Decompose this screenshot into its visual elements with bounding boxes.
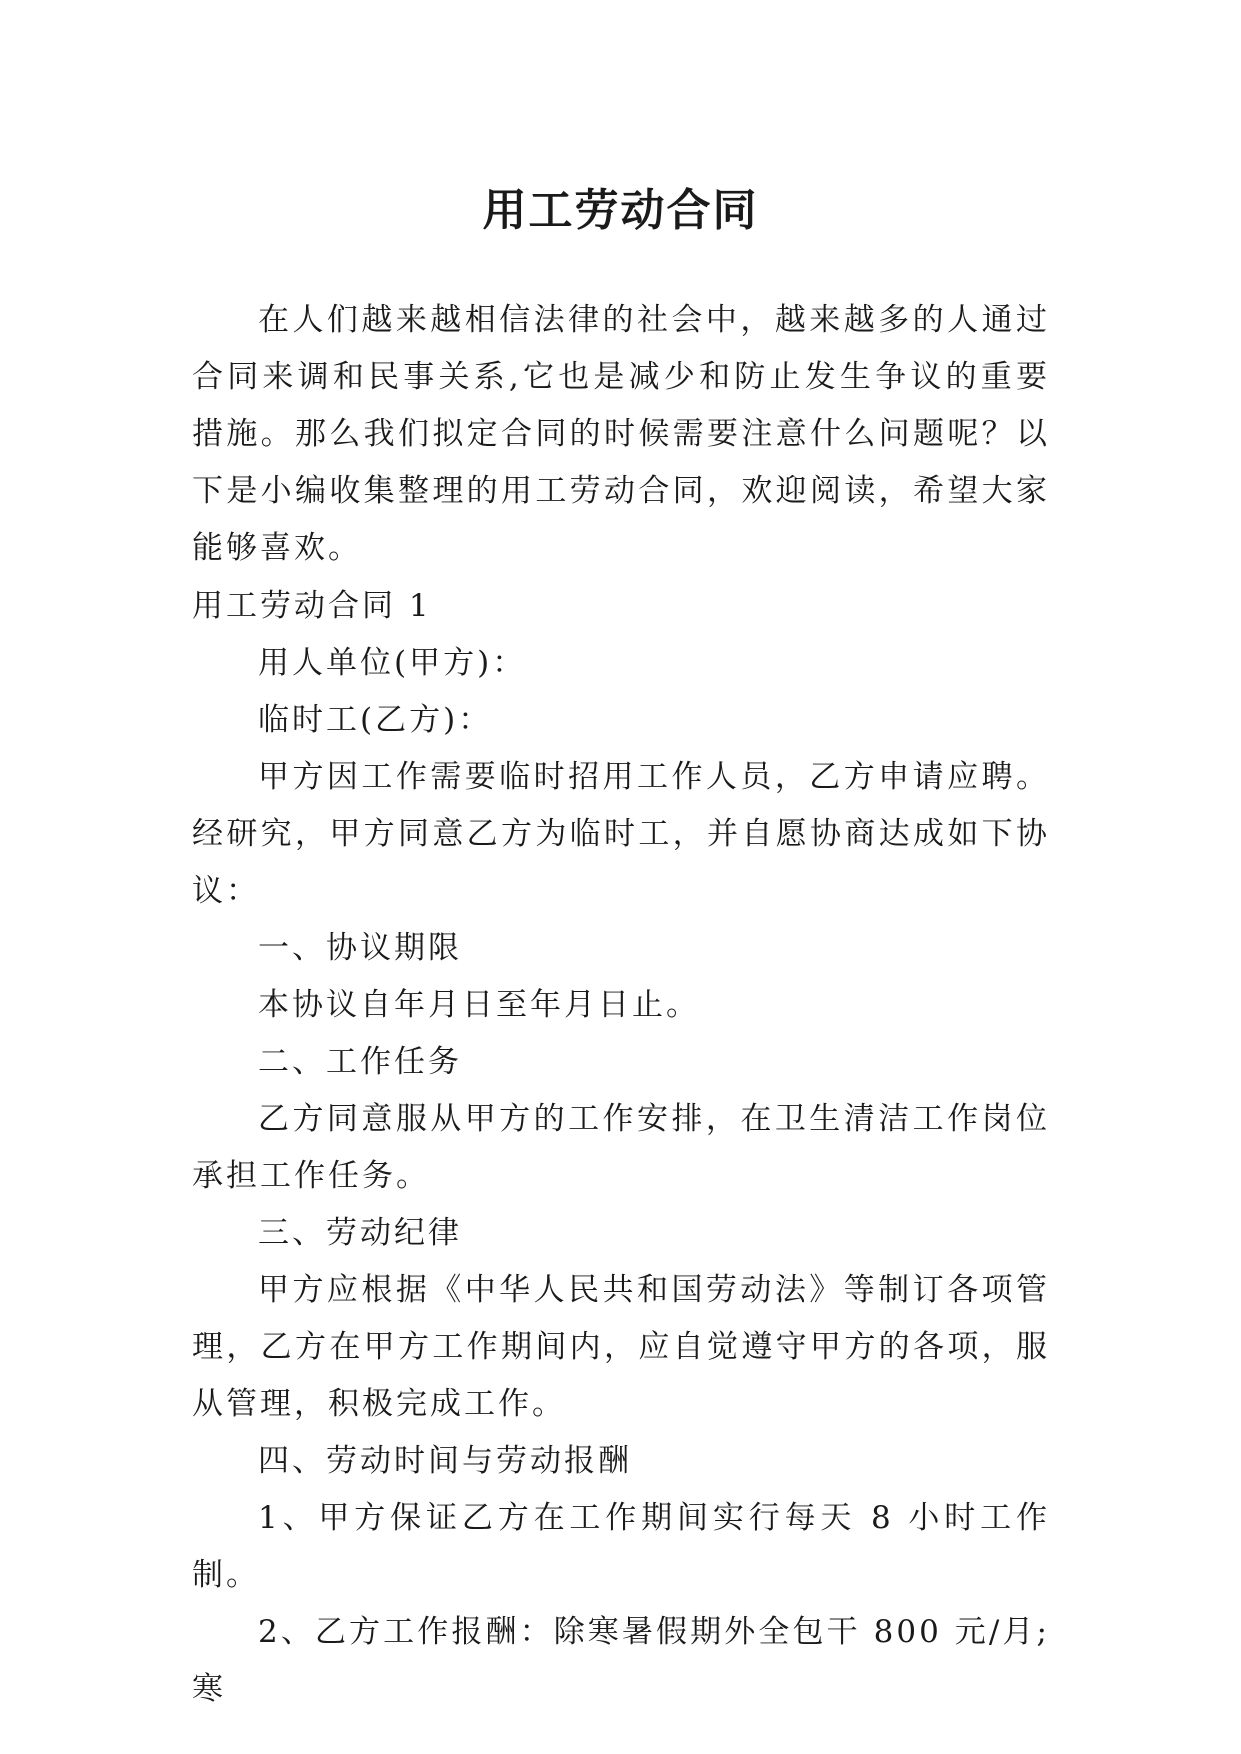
hours-paragraph: 1、甲方保证乙方在工作期间实行每天 8 小时工作制。 [192,1500,1050,1593]
discipline-paragraph: 甲方应根据《中华人民共和国劳动法》等制订各项管理，乙方在甲方工作期间内，应自觉遵守甲方的各项，服从管理，积极完成工作。 [192,1272,1050,1422]
tasks-paragraph: 乙方同意服从甲方的工作安排，在卫生清洁工作岗位承担工作任务。 [192,1101,1050,1194]
preamble-paragraph: 甲方因工作需要临时招用工作人员，乙方申请应聘。经研究，甲方同意乙方为临时工，并自愿协商达成如下协议： [192,759,1050,909]
section-heading-hours-pay: 四、劳动时间与劳动报酬 [258,1443,632,1479]
section-heading-tasks: 二、工作任务 [258,1044,462,1080]
section-heading-discipline: 三、劳动纪律 [258,1215,462,1251]
party-b-line: 临时工(乙方)： [258,702,493,738]
contract-heading: 用工劳动合同 1 [192,588,432,624]
term-paragraph: 本协议自年月日至年月日止。 [258,987,700,1023]
party-a-line: 用人单位(甲方)： [258,645,527,681]
pay-paragraph: 2、乙方工作报酬：除寒暑假期外全包干 800 元/月;寒 [192,1614,1050,1707]
contract-body [192,578,1050,1718]
intro-paragraph: 在人们越来越相信法律的社会中，越来越多的人通过合同来调和民事关系,它也是减少和防止发生争议的重要措施。那么我们拟定合同的时候需要注意什么问题呢？以下是小编收集整理的用工劳动合同，欢迎阅读，希望大家能够喜欢。 [192,302,1050,566]
section-heading-term: 一、协议期限 [258,930,462,966]
document-title: 用工劳动合同 [482,185,759,237]
